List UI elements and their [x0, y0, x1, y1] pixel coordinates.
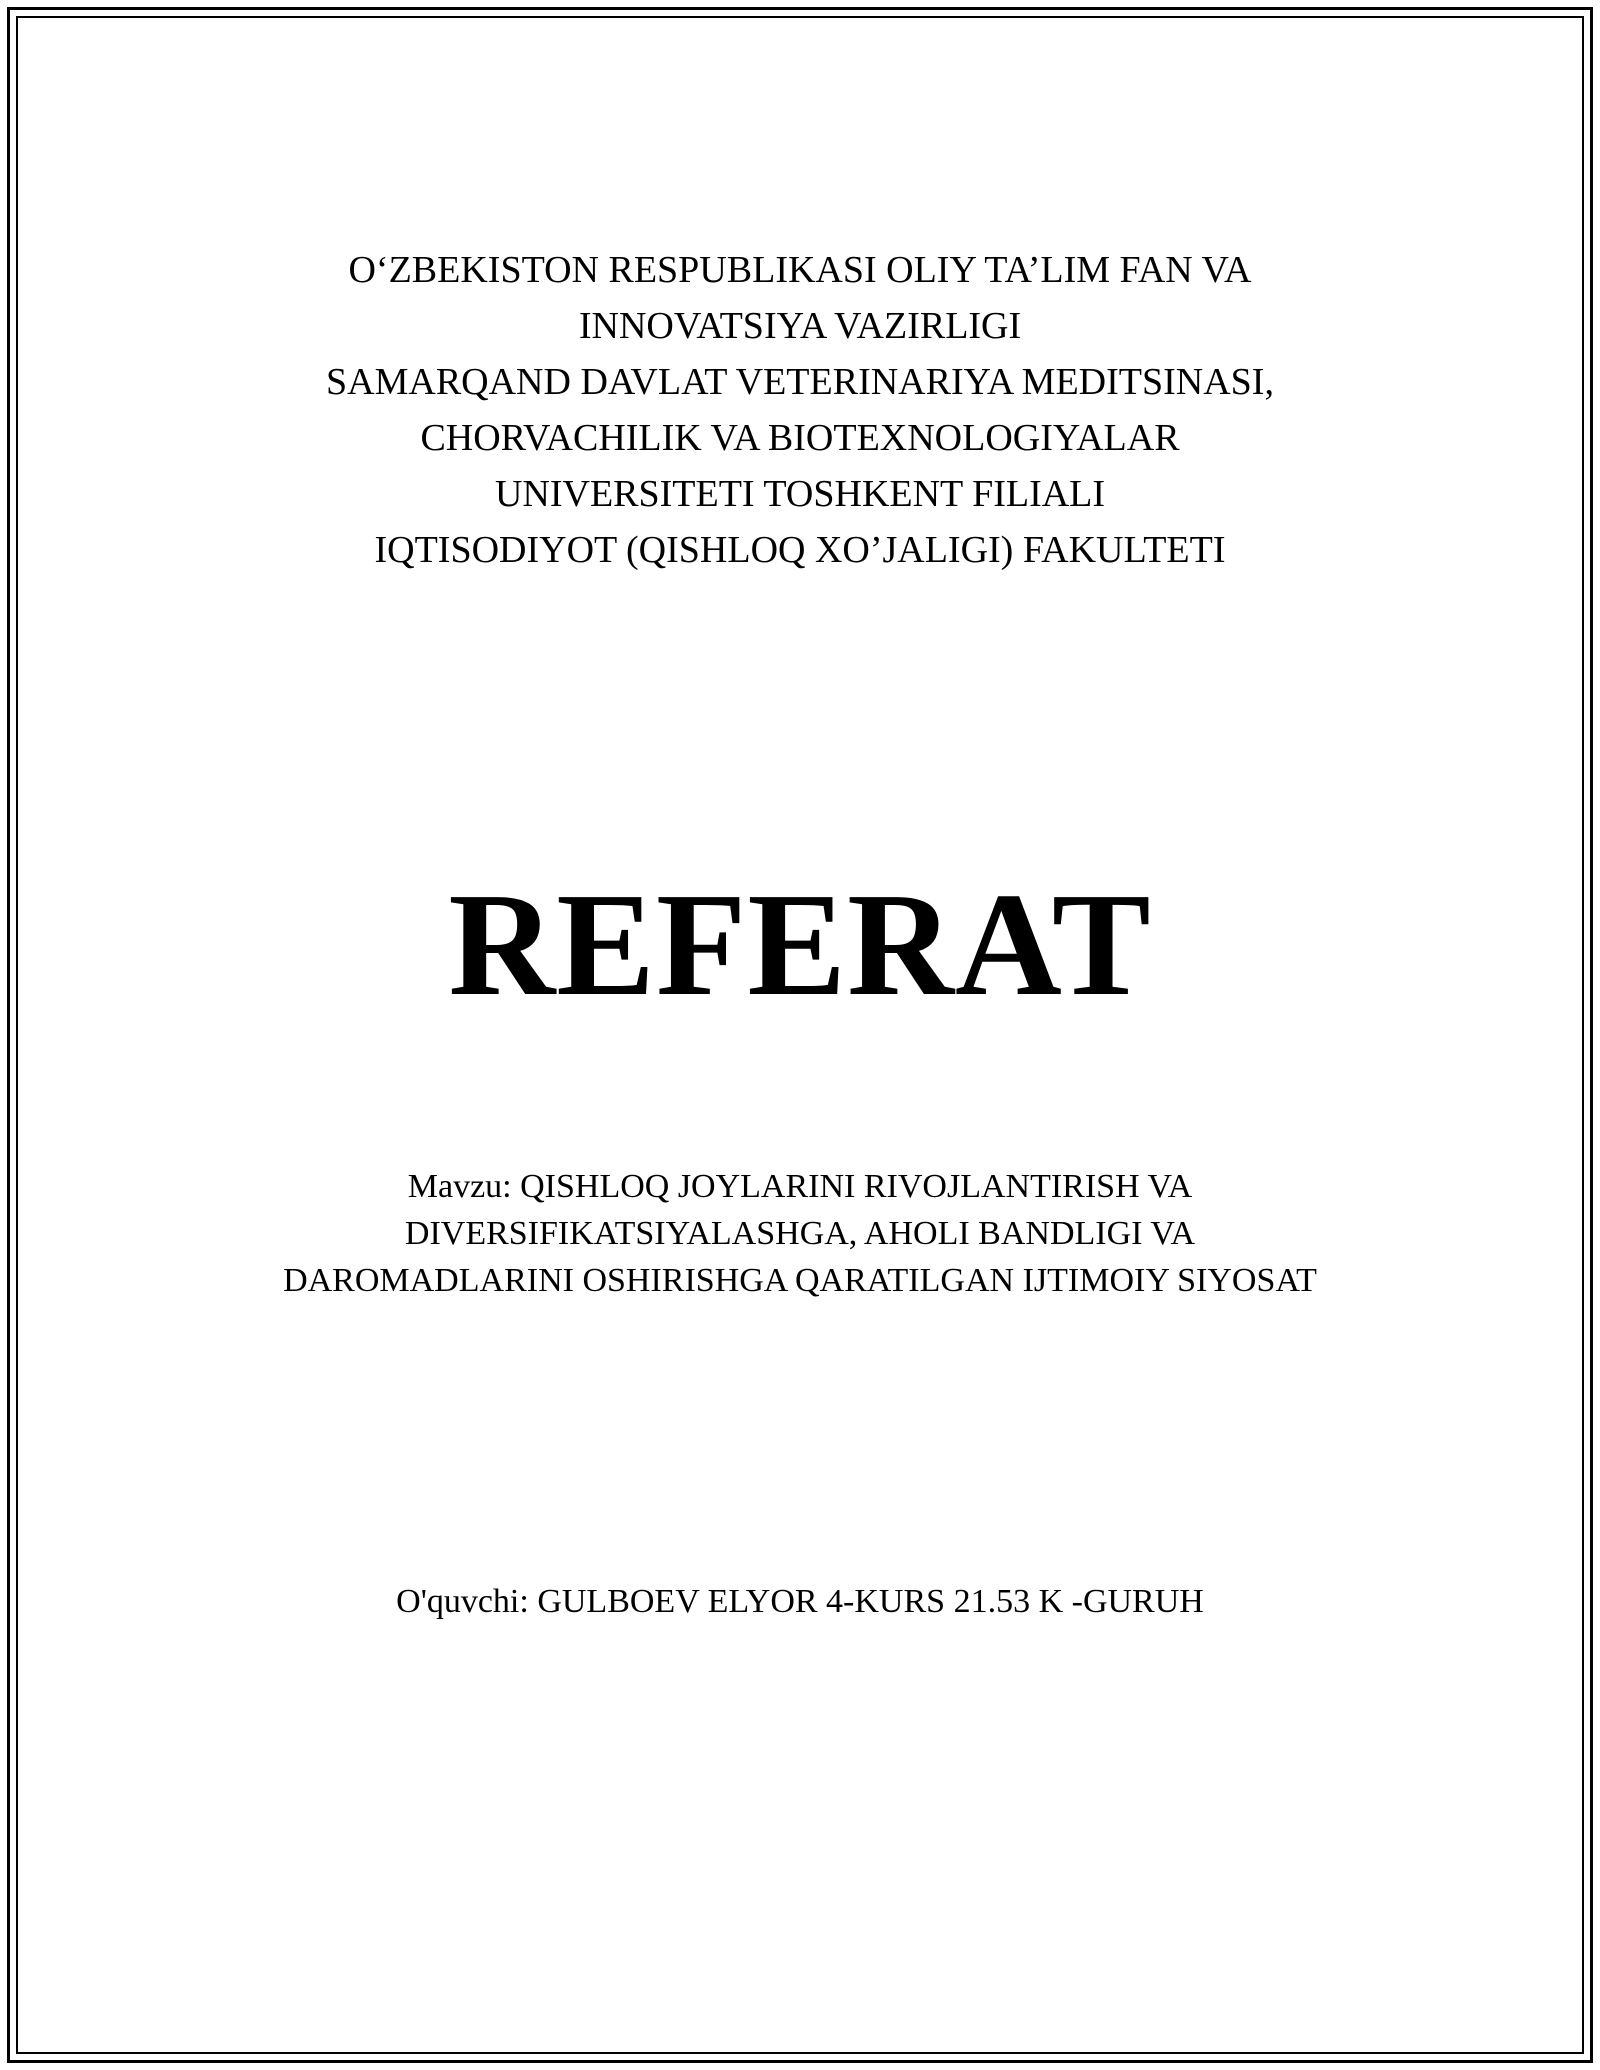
topic-line-3: DAROMADLARINI OSHIRISHGA QARATILGAN IJTIMOIY SIYOSAT [283, 1262, 1317, 1299]
header-line-branch: UNIVERSITETI TOSHKENT FILIALI [494, 473, 1106, 515]
header-line-university-2: CHORVACHILIK VA BIOTEXNOLOGIYALAR [420, 417, 1180, 459]
header-line-faculty: IQTISODIYOT (QISHLOQ XO’JALIGI) FAKULTETI [374, 529, 1226, 571]
student-info-block [0, 1578, 1600, 1625]
topic-line-2: DIVERSIFIKATSIYALASHGA, AHOLI BANDLIGI VA [404, 1215, 1196, 1252]
header-line-university-1: SAMARQAND DAVLAT VETERINARIYA MEDITSINASI, [326, 361, 1274, 403]
institution-header [0, 242, 1600, 578]
document-title: REFERAT [448, 863, 1152, 1027]
student-info: O'quvchi: GULBOEV ELYOR 4-KURS 21.53 K -GURUH [396, 1583, 1204, 1620]
topic-line-1: Mavzu: QISHLOQ JOYLARINI RIVOJLANTIRISH VA [407, 1168, 1193, 1205]
document-title-block [0, 865, 1600, 1025]
header-line-ministry-1: O‘ZBEKISTON RESPUBLIKASI OLIY TA’LIM FAN VA [348, 249, 1252, 291]
header-line-ministry-2: INNOVATSIYA VAZIRLIGI [578, 305, 1022, 347]
topic-block [0, 1163, 1600, 1304]
